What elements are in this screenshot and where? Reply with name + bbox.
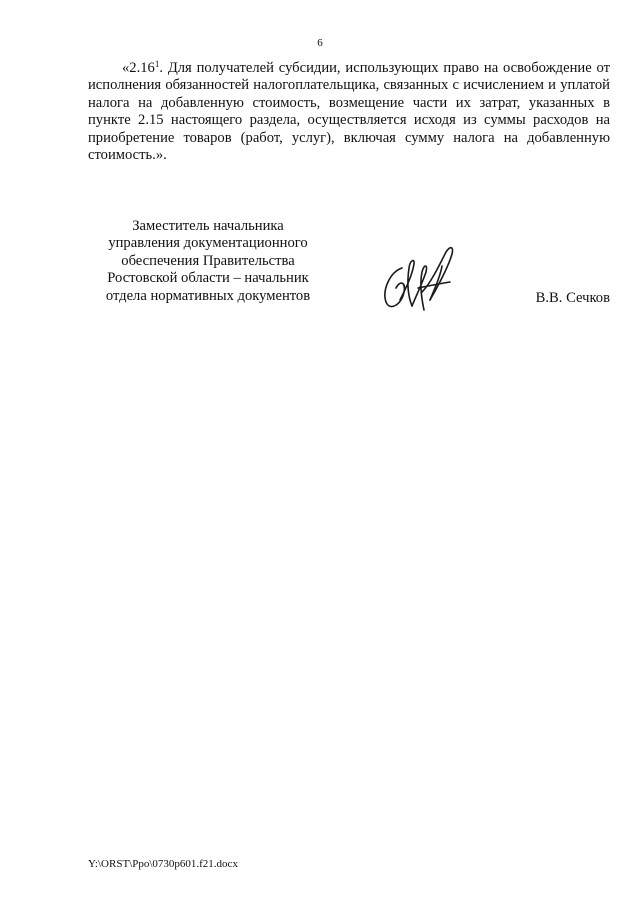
file-path: Y:\ORST\Ppo\0730p601.f21.docx (88, 858, 238, 870)
signatory-title-line: Ростовской области – начальник (107, 270, 309, 287)
signatory-title-line: отдела нормативных документов (105, 287, 311, 304)
clause-number: «2.16 (122, 60, 155, 76)
signatory-title-line: Заместитель начальника (132, 218, 284, 234)
page-number: 6 (317, 37, 323, 49)
clause-text: . Для получателей субсидии, использующих право на освобождение от исполнения обязанностей налогоплательщика, связанных с исчислением и уплатой налога на добавленную стоимость, возмещение части их затрат, указанных в пункте 2.15 настоящего раздела, осуществляется исходя из суммы расходов на приобретение товаров (работ, услуг), включая сумму налога на добавленную стоимость.». (88, 60, 610, 164)
handwritten-signature (372, 238, 472, 322)
signatory-title (86, 218, 330, 305)
signatory-title-line: управления документационного (108, 235, 308, 252)
clause-paragraph (88, 60, 610, 164)
signatory-title-line: обеспечения Правительства (121, 252, 295, 269)
signatory-name: В.В. Сечков (535, 290, 610, 306)
clause-superscript: 1 (154, 59, 160, 69)
